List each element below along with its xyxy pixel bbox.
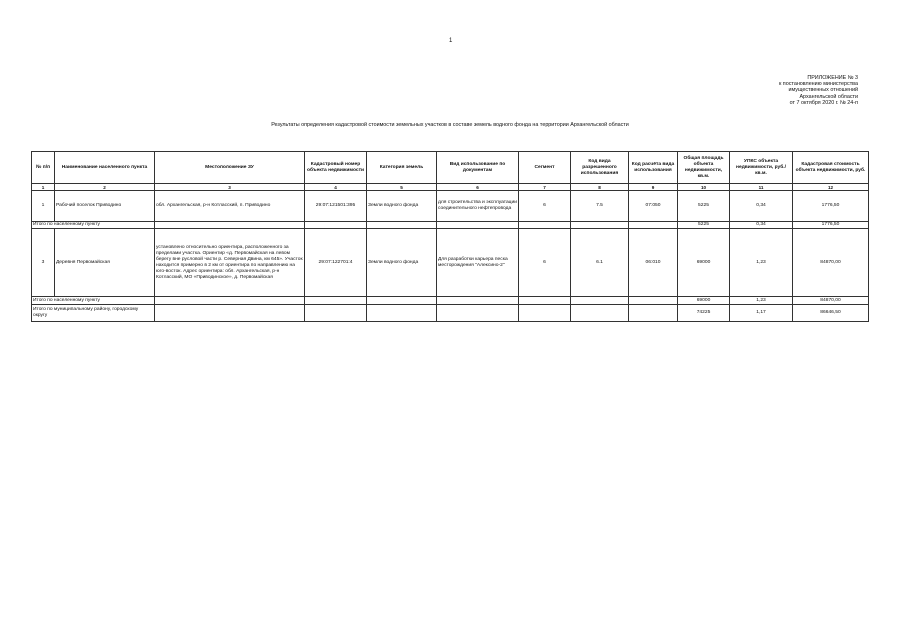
subtotal-upks: 1,23 xyxy=(730,297,793,305)
header-cell: Кадастровая стоимость объекта недвижимости, руб. xyxy=(793,152,869,184)
column-number: 5 xyxy=(367,184,437,191)
segment-cell: 6 xyxy=(519,229,571,297)
appendix-line: Архангельской области xyxy=(799,93,858,100)
land-category-cell: Земли водного фонда xyxy=(367,191,437,222)
page-number: 1 xyxy=(449,38,453,44)
header-cell: Кадастровый номер объекта недвижимости xyxy=(305,152,367,184)
calc-code-cell: 06:010 xyxy=(629,229,678,297)
grand-total-value: 86646,50 xyxy=(793,305,869,322)
header-cell: Код вида разрешенного использования xyxy=(571,152,629,184)
settlement-cell: Рабочий поселок Приводино xyxy=(55,191,155,222)
permitted-use-code-cell: 6.1 xyxy=(571,229,629,297)
appendix-block xyxy=(730,75,858,106)
grand-total-upks: 1,17 xyxy=(730,305,793,322)
header-cell: № п/п xyxy=(32,152,55,184)
table-row xyxy=(32,191,869,222)
header-cell: Код расчёта вида использования xyxy=(629,152,678,184)
column-number: 10 xyxy=(678,184,730,191)
cadastral-number-cell: 29:07:122701:4 xyxy=(305,229,367,297)
column-number: 2 xyxy=(55,184,155,191)
column-number: 9 xyxy=(629,184,678,191)
subtotal-value: 84870,00 xyxy=(793,297,869,305)
header-cell: УПКС объекта недвижимости, руб./кв.м. xyxy=(730,152,793,184)
header-cell: Общая площадь объекта недвижимости, кв.м. xyxy=(678,152,730,184)
subtotal-area: 69000 xyxy=(678,297,730,305)
appendix-line: к постановлению министерства xyxy=(778,81,858,88)
appendix-line: от 7 октября 2020 г. № 24-п xyxy=(789,99,858,106)
column-number: 6 xyxy=(437,184,519,191)
header-row xyxy=(32,152,869,184)
segment-cell: 6 xyxy=(519,191,571,222)
location-cell: установлено относительно ориентира, расположенного за пределами участка. Ориентир «д. Первомайская на левом берегу вне русловой части р. Северная Двина, км 645». Участок находится примерно в 2 км от ориентира по направлению на юго-восток. Адрес ориентира: обл. Архангельская, р-н Котласский, МО «Приводинское», д. Первомайская xyxy=(155,229,305,297)
column-number: 12 xyxy=(793,184,869,191)
appendix-line: ПРИЛОЖЕНИЕ № 3 xyxy=(807,75,858,81)
grand-total-label: Итого по муниципальному району, городскому округу xyxy=(32,305,155,322)
column-number: 3 xyxy=(155,184,305,191)
cadastral-value-cell: 84870,00 xyxy=(793,229,869,297)
column-number: 1 xyxy=(32,184,55,191)
settlement-cell: Деревня Первомайская xyxy=(55,229,155,297)
grand-total-row xyxy=(32,305,869,322)
row-number: 3 xyxy=(32,229,55,297)
header-cell: Категория земель xyxy=(367,152,437,184)
header-cell: Сегмент xyxy=(519,152,571,184)
column-number: 4 xyxy=(305,184,367,191)
grand-total-area: 74225 xyxy=(678,305,730,322)
upks-cell: 0,34 xyxy=(730,191,793,222)
subtotal-label: Итого по населенному пункту xyxy=(32,222,155,229)
cadastral-value-cell: 1776,50 xyxy=(793,191,869,222)
subtotal-row xyxy=(32,297,869,305)
use-type-cell: для строительства и эксплуатации соединительного нефтепровода xyxy=(437,191,519,222)
subtotal-upks: 0,34 xyxy=(730,222,793,229)
use-type-cell: Для разработки карьера песка месторождения "Алексино-2" xyxy=(437,229,519,297)
calc-code-cell: 07:050 xyxy=(629,191,678,222)
subtotal-label: Итого по населенному пункту xyxy=(32,297,155,305)
land-category-cell: Земли водного фонда xyxy=(367,229,437,297)
cadastral-value-table xyxy=(31,151,869,322)
table-row xyxy=(32,229,869,297)
document-title: Результаты определения кадастровой стоимости земельных участков в составе земель водного фонда на территории Архангельской области xyxy=(271,122,629,128)
area-cell: 5225 xyxy=(678,191,730,222)
area-cell: 69000 xyxy=(678,229,730,297)
column-number: 11 xyxy=(730,184,793,191)
upks-cell: 1,23 xyxy=(730,229,793,297)
column-number: 7 xyxy=(519,184,571,191)
header-cell: Местоположение ЗУ xyxy=(155,152,305,184)
appendix-line: имущественных отношений xyxy=(788,87,858,94)
cadastral-number-cell: 29:07:121501:395 xyxy=(305,191,367,222)
subtotal-row xyxy=(32,222,869,229)
row-number: 1 xyxy=(32,191,55,222)
column-number: 8 xyxy=(571,184,629,191)
column-number-row xyxy=(32,184,869,191)
header-cell: Наименование населенного пункта xyxy=(55,152,155,184)
header-cell: Вид использование по документам xyxy=(437,152,519,184)
permitted-use-code-cell: 7.5 xyxy=(571,191,629,222)
subtotal-area: 5225 xyxy=(678,222,730,229)
subtotal-value: 1776,50 xyxy=(793,222,869,229)
location-cell: обл. Архангельская, р-н Котласский, п. Приводино xyxy=(155,191,305,222)
